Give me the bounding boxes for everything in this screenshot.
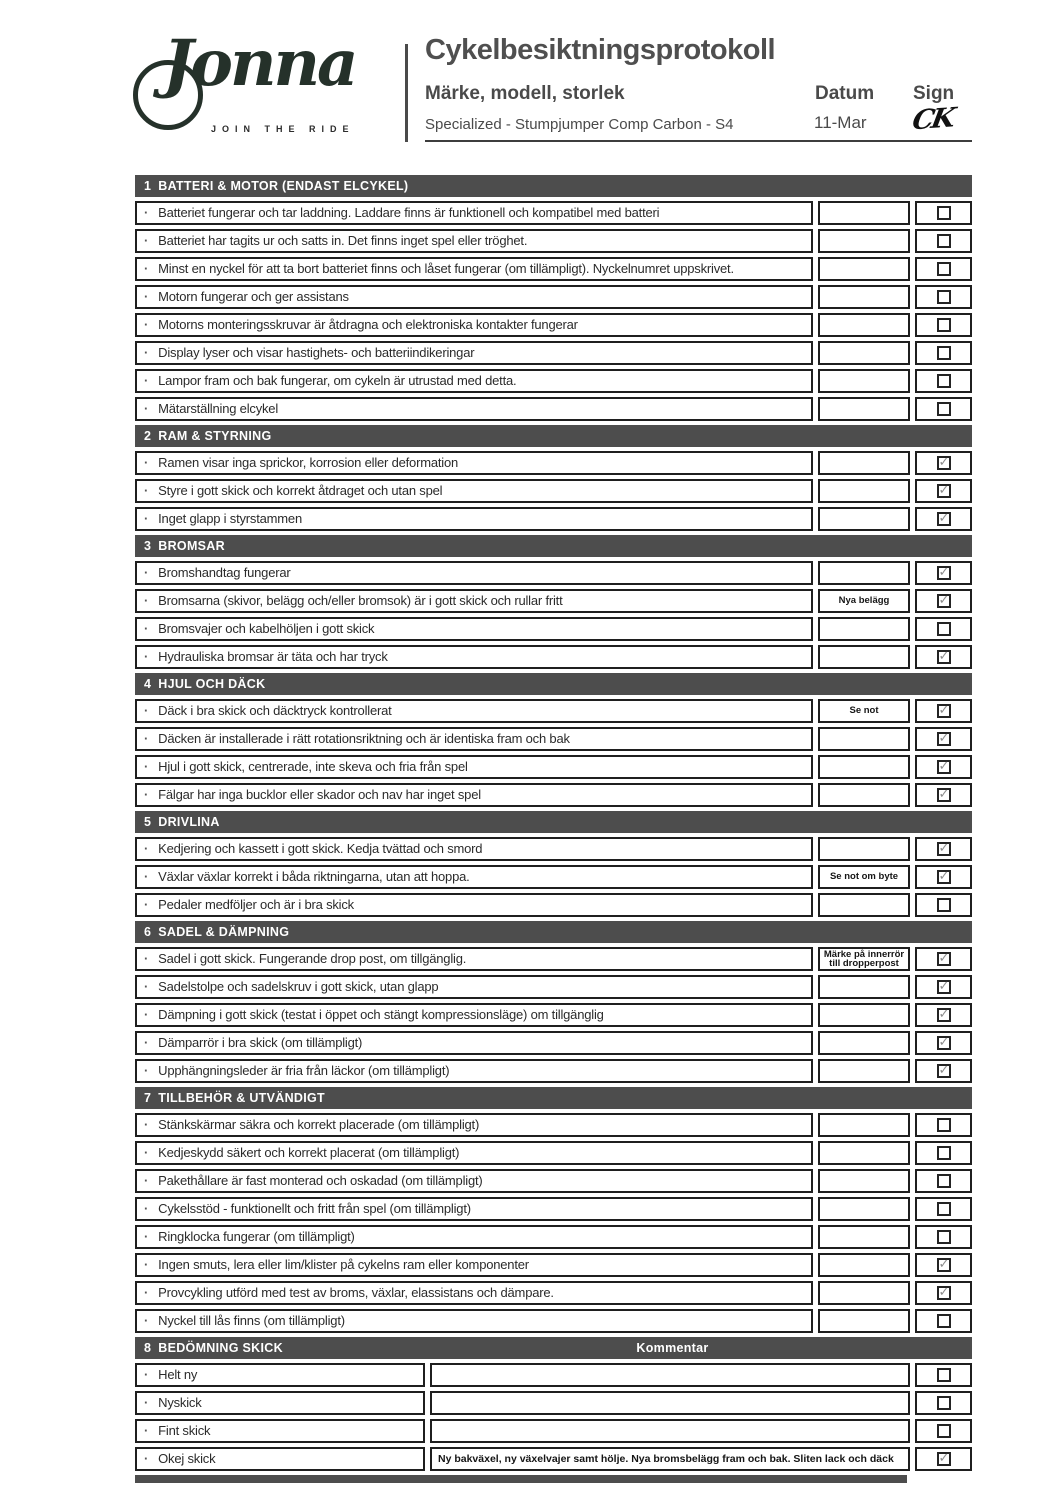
item-note-field[interactable] bbox=[818, 975, 910, 999]
header-divider bbox=[405, 44, 408, 142]
item-note-field[interactable] bbox=[818, 285, 910, 309]
item-text: · Ringklocka fungerar (om tillämpligt) bbox=[135, 1225, 813, 1249]
sign-label: Sign bbox=[913, 83, 955, 104]
section-title: HJUL OCH DÄCK bbox=[158, 677, 266, 691]
section-header bbox=[135, 535, 972, 557]
item-text: · Däcken är installerade i rätt rotationsriktning och är identiska fram och bak bbox=[135, 727, 813, 751]
checkbox-cell bbox=[915, 975, 972, 999]
item-note-field[interactable] bbox=[818, 257, 910, 281]
checkbox[interactable] bbox=[937, 788, 951, 802]
checkbox-cell bbox=[915, 479, 972, 503]
checkbox-cell bbox=[915, 947, 972, 971]
item-note-field[interactable] bbox=[818, 727, 910, 751]
checklist-row bbox=[135, 589, 972, 613]
section-title: RAM & STYRNING bbox=[158, 429, 272, 443]
checklist-row bbox=[135, 369, 972, 393]
checkbox-cell bbox=[915, 1169, 972, 1193]
item-text: · Bromshandtag fungerar bbox=[135, 561, 813, 585]
section-number: 8 bbox=[144, 1341, 152, 1355]
checkbox[interactable] bbox=[937, 1424, 951, 1438]
logo-tagline: JOIN THE RIDE bbox=[211, 124, 355, 134]
item-text: · Bromsvajer och kabelhöljen i gott skick bbox=[135, 617, 813, 641]
checkbox-cell bbox=[915, 1003, 972, 1027]
checkbox[interactable] bbox=[937, 484, 951, 498]
checkbox-cell bbox=[915, 1197, 972, 1221]
checkbox[interactable] bbox=[937, 732, 951, 746]
item-text: · Ramen visar inga sprickor, korrosion eller deformation bbox=[135, 451, 813, 475]
checkbox-cell bbox=[915, 1059, 972, 1083]
item-note-field[interactable]: Se not om byte bbox=[818, 865, 910, 889]
checkbox[interactable] bbox=[937, 512, 951, 526]
section-comment-header: Kommentar bbox=[636, 1341, 709, 1355]
table-bottom-bar bbox=[135, 1475, 907, 1483]
item-note-field[interactable] bbox=[818, 479, 910, 503]
checklist-row bbox=[135, 1281, 972, 1305]
item-text: · Pedaler medföljer och är i bra skick bbox=[135, 893, 813, 917]
item-text: · Sadelstolpe och sadelskruv i gott skick, utan glapp bbox=[135, 975, 813, 999]
checkbox[interactable] bbox=[937, 952, 951, 966]
checkbox[interactable] bbox=[937, 842, 951, 856]
checkbox-cell bbox=[915, 783, 972, 807]
item-text: · Motorn fungerar och ger assistans bbox=[135, 285, 813, 309]
item-text: · Bromsarna (skivor, belägg och/eller bromsok) är i gott skick och rullar fritt bbox=[135, 589, 813, 613]
item-text: · Upphängningsleder är fria från läckor (om tillämpligt) bbox=[135, 1059, 813, 1083]
checkbox-cell bbox=[915, 257, 972, 281]
checklist-row bbox=[135, 947, 972, 971]
checklist-row bbox=[135, 783, 972, 807]
checklist-row bbox=[135, 229, 972, 253]
checkbox[interactable] bbox=[937, 870, 951, 884]
section-header bbox=[135, 673, 972, 695]
item-note-field[interactable] bbox=[818, 837, 910, 861]
section-number: 6 bbox=[144, 925, 152, 939]
checkbox-cell bbox=[915, 1113, 972, 1137]
checkbox-cell bbox=[915, 507, 972, 531]
checkbox[interactable] bbox=[937, 1202, 951, 1216]
checkbox-cell bbox=[915, 1363, 972, 1387]
item-note-field[interactable] bbox=[818, 1309, 910, 1333]
item-text: · Kedjering och kassett i gott skick. Kedja tvättad och smord bbox=[135, 837, 813, 861]
item-text: · Provcykling utförd med test av broms, växlar, elassistans och dämpare. bbox=[135, 1281, 813, 1305]
checkbox[interactable] bbox=[937, 262, 951, 276]
checkbox[interactable] bbox=[937, 1008, 951, 1022]
item-text: · Däck i bra skick och däcktryck kontrollerat bbox=[135, 699, 813, 723]
checklist-row bbox=[135, 699, 972, 723]
assessment-row bbox=[135, 1391, 972, 1415]
checklist-row bbox=[135, 561, 972, 585]
section-header bbox=[135, 175, 972, 197]
item-note-field[interactable]: Se not bbox=[818, 699, 910, 723]
checkbox[interactable] bbox=[937, 1396, 951, 1410]
checkbox[interactable] bbox=[937, 402, 951, 416]
section-title: BEDÖMNING SKICK bbox=[158, 1341, 283, 1355]
checklist-row bbox=[135, 257, 972, 281]
item-text: · Okej skick bbox=[135, 1447, 425, 1471]
checklist-row bbox=[135, 1003, 972, 1027]
item-note-field[interactable] bbox=[818, 1281, 910, 1305]
checklist-table bbox=[135, 175, 972, 1483]
item-note-field[interactable] bbox=[818, 341, 910, 365]
checkbox-cell bbox=[915, 201, 972, 225]
item-note-field[interactable] bbox=[818, 1253, 910, 1277]
item-note-field[interactable] bbox=[818, 783, 910, 807]
checkbox-cell bbox=[915, 1141, 972, 1165]
checkbox-cell bbox=[915, 1281, 972, 1305]
checkbox[interactable] bbox=[937, 1036, 951, 1050]
checklist-row bbox=[135, 727, 972, 751]
section-header bbox=[135, 811, 972, 833]
checklist-row bbox=[135, 1169, 972, 1193]
item-note-field[interactable] bbox=[818, 1169, 910, 1193]
section-number: 5 bbox=[144, 815, 152, 829]
checkbox-cell bbox=[915, 893, 972, 917]
checklist-row bbox=[135, 451, 972, 475]
checklist-row bbox=[135, 313, 972, 337]
item-text: · Fint skick bbox=[135, 1419, 425, 1443]
checkbox-cell bbox=[915, 285, 972, 309]
item-note-field[interactable] bbox=[818, 1031, 910, 1055]
item-text: · Mätarställning elcykel bbox=[135, 397, 813, 421]
checkbox-cell bbox=[915, 755, 972, 779]
item-note-field[interactable]: Märke på innerrör till dropperpost bbox=[818, 947, 910, 971]
item-note-field[interactable] bbox=[818, 201, 910, 225]
checkbox-cell bbox=[915, 645, 972, 669]
checkbox[interactable] bbox=[937, 566, 951, 580]
item-text: · Dämpning i gott skick (testat i öppet och stängt kompressionsläge) om tillgänglig bbox=[135, 1003, 813, 1027]
checkbox[interactable] bbox=[937, 374, 951, 388]
checkbox[interactable] bbox=[937, 1118, 951, 1132]
item-text: · Display lyser och visar hastighets- och batteriindikeringar bbox=[135, 341, 813, 365]
checkbox[interactable] bbox=[937, 704, 951, 718]
item-note-field[interactable] bbox=[818, 1113, 910, 1137]
checkbox-cell bbox=[915, 865, 972, 889]
checklist-row bbox=[135, 1197, 972, 1221]
item-text: · Växlar växlar korrekt i båda riktningarna, utan att hoppa. bbox=[135, 865, 813, 889]
logo-wordmark: Jonna bbox=[163, 26, 356, 101]
checklist-row bbox=[135, 397, 972, 421]
assessment-row bbox=[135, 1419, 972, 1443]
item-comment-field[interactable] bbox=[430, 1391, 910, 1415]
checkbox-cell bbox=[915, 313, 972, 337]
item-text: · Nyskick bbox=[135, 1391, 425, 1415]
checklist-row bbox=[135, 1059, 972, 1083]
header-underline bbox=[425, 140, 972, 142]
checklist-row bbox=[135, 1225, 972, 1249]
checkbox[interactable] bbox=[937, 1368, 951, 1382]
checkbox-cell bbox=[915, 837, 972, 861]
section-number: 4 bbox=[144, 677, 152, 691]
checkbox-cell bbox=[915, 589, 972, 613]
item-note-field[interactable] bbox=[818, 617, 910, 641]
checkbox[interactable] bbox=[937, 1146, 951, 1160]
section-number: 7 bbox=[144, 1091, 152, 1105]
item-note-field[interactable] bbox=[818, 1225, 910, 1249]
section-header bbox=[135, 425, 972, 447]
checklist-row bbox=[135, 893, 972, 917]
checklist-row bbox=[135, 1031, 972, 1055]
section-number: 2 bbox=[144, 429, 152, 443]
item-text: · Lampor fram och bak fungerar, om cykeln är utrustad med detta. bbox=[135, 369, 813, 393]
checkbox-cell bbox=[915, 229, 972, 253]
item-text: · Pakethållare är fast monterad och oskadad (om tillämpligt) bbox=[135, 1169, 813, 1193]
checkbox-cell bbox=[915, 1419, 972, 1443]
jonna-logo bbox=[133, 26, 398, 142]
checkbox[interactable] bbox=[937, 1230, 951, 1244]
item-text: · Cykelsstöd - funktionellt och fritt från spel (om tillämpligt) bbox=[135, 1197, 813, 1221]
checklist-row bbox=[135, 837, 972, 861]
checkbox-cell bbox=[915, 1225, 972, 1249]
item-text: · Dämparrör i bra skick (om tillämpligt) bbox=[135, 1031, 813, 1055]
assessment-row bbox=[135, 1363, 972, 1387]
checkbox[interactable] bbox=[937, 206, 951, 220]
checklist-row bbox=[135, 201, 972, 225]
checkbox[interactable] bbox=[937, 1452, 951, 1466]
item-text: · Helt ny bbox=[135, 1363, 425, 1387]
checkbox-cell bbox=[915, 397, 972, 421]
checkbox[interactable] bbox=[937, 898, 951, 912]
item-text: · Batteriet fungerar och tar laddning. Laddare finns är funktionell och kompatibel med batteri bbox=[135, 201, 813, 225]
item-text: · Kedjeskydd säkert och korrekt placerat (om tillämpligt) bbox=[135, 1141, 813, 1165]
checkbox[interactable] bbox=[937, 622, 951, 636]
item-text: · Ingen smuts, lera eller lim/klister på cykelns ram eller komponenter bbox=[135, 1253, 813, 1277]
checkbox-cell bbox=[915, 561, 972, 585]
item-note-field[interactable] bbox=[818, 313, 910, 337]
bike-field-value[interactable]: Specialized - Stumpjumper Comp Carbon - S4 bbox=[425, 116, 734, 133]
checkbox[interactable] bbox=[937, 1286, 951, 1300]
item-text: · Batteriet har tagits ur och satts in. Det finns inget spel eller tröghet. bbox=[135, 229, 813, 253]
item-note-field[interactable] bbox=[818, 1197, 910, 1221]
item-comment-field[interactable] bbox=[430, 1419, 910, 1443]
item-text: · Sadel i gott skick. Fungerande drop post, om tillgänglig. bbox=[135, 947, 813, 971]
item-note-field[interactable] bbox=[818, 229, 910, 253]
item-text: · Nyckel till lås finns (om tillämpligt) bbox=[135, 1309, 813, 1333]
checklist-row bbox=[135, 1141, 972, 1165]
section-number: 3 bbox=[144, 539, 152, 553]
checkbox-cell bbox=[915, 699, 972, 723]
item-text: · Inget glapp i styrstammen bbox=[135, 507, 813, 531]
checklist-row bbox=[135, 865, 972, 889]
item-comment-field[interactable]: Ny bakväxel, ny växelvajer samt hölje. Nya bromsbelägg fram och bak. Sliten lack och däck bbox=[430, 1447, 910, 1471]
section-title: TILLBEHÖR & UTVÄNDIGT bbox=[158, 1091, 325, 1105]
date-label: Datum bbox=[815, 83, 875, 104]
signature[interactable]: CK bbox=[909, 102, 956, 137]
item-note-field[interactable] bbox=[818, 1059, 910, 1083]
checkbox[interactable] bbox=[937, 760, 951, 774]
checkbox[interactable] bbox=[937, 318, 951, 332]
item-note-field[interactable] bbox=[818, 755, 910, 779]
checkbox[interactable] bbox=[937, 346, 951, 360]
item-note-field[interactable] bbox=[818, 561, 910, 585]
assessment-row bbox=[135, 1447, 972, 1471]
checklist-row bbox=[135, 507, 972, 531]
checkbox-cell bbox=[915, 451, 972, 475]
checkbox-cell bbox=[915, 1031, 972, 1055]
checklist-row bbox=[135, 479, 972, 503]
checkbox[interactable] bbox=[937, 456, 951, 470]
checkbox[interactable] bbox=[937, 594, 951, 608]
checklist-row bbox=[135, 1113, 972, 1137]
section-header bbox=[135, 921, 972, 943]
checkbox-cell bbox=[915, 369, 972, 393]
section-number: 1 bbox=[144, 179, 152, 193]
checkbox[interactable] bbox=[937, 980, 951, 994]
checkbox[interactable] bbox=[937, 1064, 951, 1078]
checkbox[interactable] bbox=[937, 290, 951, 304]
checkbox-cell bbox=[915, 341, 972, 365]
bike-field-label: Märke, modell, storlek bbox=[425, 83, 625, 104]
item-note-field[interactable] bbox=[818, 1141, 910, 1165]
item-note-field[interactable] bbox=[818, 507, 910, 531]
checkbox[interactable] bbox=[937, 650, 951, 664]
checklist-row bbox=[135, 1309, 972, 1333]
item-note-field[interactable] bbox=[818, 645, 910, 669]
checkbox[interactable] bbox=[937, 1258, 951, 1272]
item-note-field[interactable] bbox=[818, 397, 910, 421]
checkbox-cell bbox=[915, 727, 972, 751]
checklist-row bbox=[135, 285, 972, 309]
checkbox-cell bbox=[915, 617, 972, 641]
item-note-field[interactable]: Nya belägg bbox=[818, 589, 910, 613]
section-title: BROMSAR bbox=[158, 539, 225, 553]
checklist-row bbox=[135, 617, 972, 641]
section-header bbox=[135, 1087, 972, 1109]
item-note-field[interactable] bbox=[818, 369, 910, 393]
checkbox-cell bbox=[915, 1447, 972, 1471]
item-text: · Styre i gott skick och korrekt åtdraget och utan spel bbox=[135, 479, 813, 503]
checklist-row bbox=[135, 975, 972, 999]
date-value[interactable]: 11-Mar bbox=[814, 113, 867, 132]
section-title: BATTERI & MOTOR (ENDAST ELCYKEL) bbox=[158, 179, 409, 193]
checklist-row bbox=[135, 755, 972, 779]
section-title: SADEL & DÄMPNING bbox=[158, 925, 290, 939]
checklist-row bbox=[135, 1253, 972, 1277]
item-text: · Minst en nyckel för att ta bort batteriet finns och låset fungerar (om tillämpligt). Nyckelnumret uppskrivet. bbox=[135, 257, 813, 281]
checkbox[interactable] bbox=[937, 1174, 951, 1188]
item-note-field[interactable] bbox=[818, 1003, 910, 1027]
page-title: Cykelbesiktningsprotokoll bbox=[425, 34, 776, 66]
item-note-field[interactable] bbox=[818, 893, 910, 917]
item-text: · Fälgar har inga bucklor eller skador och nav har inget spel bbox=[135, 783, 813, 807]
checkbox[interactable] bbox=[937, 234, 951, 248]
item-text: · Motorns monteringsskruvar är åtdragna och elektroniska kontakter fungerar bbox=[135, 313, 813, 337]
checkbox-cell bbox=[915, 1253, 972, 1277]
checkbox[interactable] bbox=[937, 1314, 951, 1328]
item-comment-field[interactable] bbox=[430, 1363, 910, 1387]
item-text: · Hjul i gott skick, centrerade, inte skeva och fria från spel bbox=[135, 755, 813, 779]
item-note-field[interactable] bbox=[818, 451, 910, 475]
item-text: · Stänkskärmar säkra och korrekt placerade (om tillämpligt) bbox=[135, 1113, 813, 1137]
item-text: · Hydrauliska bromsar är täta och har tryck bbox=[135, 645, 813, 669]
checkbox-cell bbox=[915, 1309, 972, 1333]
checklist-row bbox=[135, 645, 972, 669]
checkbox-cell bbox=[915, 1391, 972, 1415]
checklist-row bbox=[135, 341, 972, 365]
section-header bbox=[135, 1337, 972, 1359]
section-title: DRIVLINA bbox=[158, 815, 220, 829]
